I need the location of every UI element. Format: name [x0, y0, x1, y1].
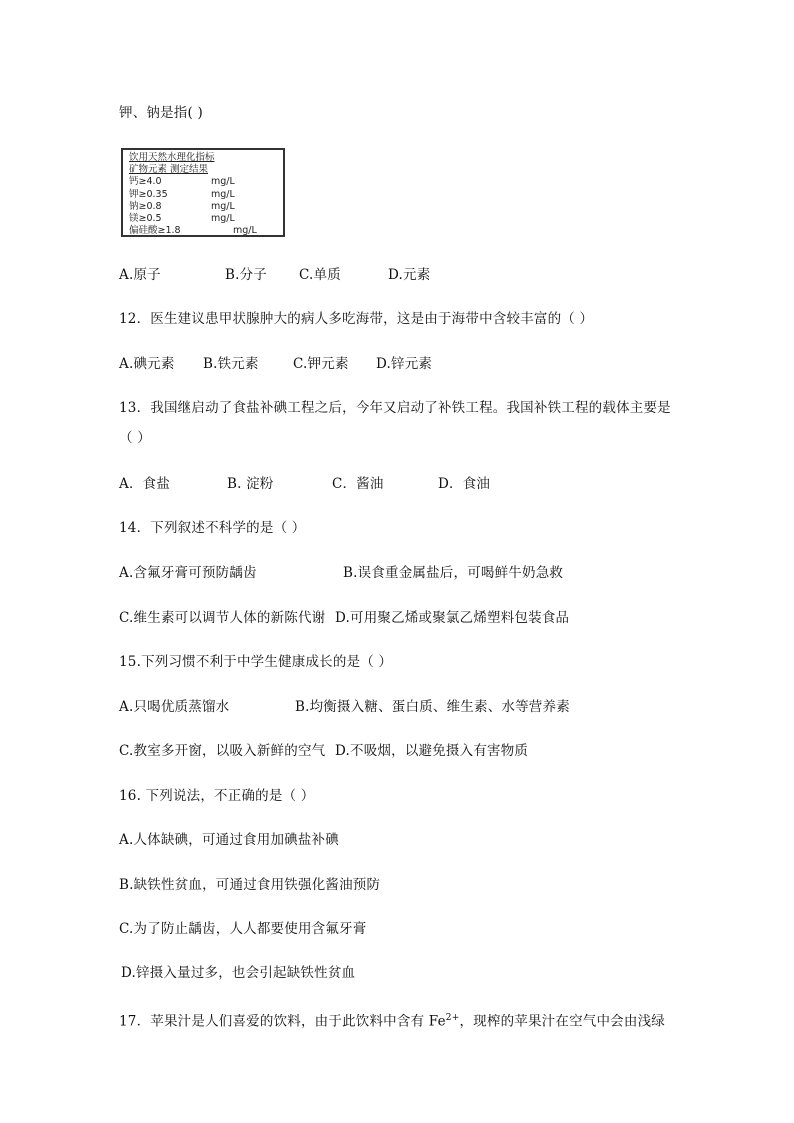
q17-stem-text-cont: ，现榨的苹果汁在空气中会由浅绿	[459, 1013, 665, 1030]
q15-option-b: B.均衡摄入糖、蛋白质、维生素、水等营养素	[295, 699, 570, 715]
q14-option-b: B.误食重金属盐后，可喝鲜牛奶急救	[343, 565, 564, 581]
q16-option-c: C.为了防止龋齿，人人都要使用含氟牙膏	[119, 921, 367, 937]
q12-option-b: B.铁元素	[203, 356, 259, 372]
q11-option-b: B.分子	[225, 267, 268, 283]
mineral-item: 钾≥0.35	[129, 188, 168, 200]
q17-charge-superscript: 2+	[445, 1013, 460, 1023]
q17-stem-text: 17．苹果汁是人们喜爱的饮料，由于此饮料中含有 Fe	[119, 1013, 446, 1030]
q14-option-c: C.维生素可以调节人体的新陈代谢	[119, 610, 326, 626]
q15-stem: 15.下列习惯不利于中学生健康成长的是（ ）	[119, 654, 393, 670]
mineral-unit: mg/L	[211, 212, 235, 224]
q15-option-c: C.教室多开窗，以吸入新鲜的空气	[119, 743, 326, 759]
q16-option-d: D.锌摄入量过多，也会引起缺铁性贫血	[121, 965, 356, 981]
mineral-row	[129, 201, 277, 213]
mineral-unit: mg/L	[211, 188, 235, 200]
q11-option-d: D.元素	[388, 267, 431, 283]
mineral-unit: mg/L	[233, 225, 257, 237]
q13-option-d: D．食油	[438, 476, 491, 492]
mineral-label-image	[121, 148, 285, 237]
q12-stem: 12．医生建议患甲状腺肿大的病人多吃海带，这是由于海带中含较丰富的（ ）	[119, 311, 594, 327]
q13-option-b: B. 淀粉	[227, 476, 274, 492]
mineral-unit: mg/L	[211, 176, 235, 188]
q14-option-d: D.可用聚乙烯或聚氯乙烯塑料包装食品	[335, 610, 570, 626]
q13-stem-line-2: （ ）	[119, 430, 151, 446]
q13-option-a: A．食盐	[119, 476, 171, 492]
q11-option-c: C.单质	[299, 267, 341, 283]
q14-options-row-2	[119, 609, 569, 627]
mineral-row	[129, 189, 277, 201]
q12-option-c: C.钾元素	[293, 356, 349, 372]
mineral-row	[129, 213, 277, 225]
q15-option-a: A.只喝优质蒸馏水	[119, 699, 230, 715]
q15-option-d: D.不吸烟，以避免摄入有害物质	[335, 743, 529, 759]
q15-options-row-1	[119, 698, 570, 716]
q11-options	[119, 266, 430, 284]
q13-stem-line-1: 13．我国继启动了食盐补碘工程之后，今年又启动了补铁工程。我国补铁工程的载体主要是	[119, 400, 671, 416]
q11-option-a: A.原子	[119, 267, 161, 283]
q17-stem	[119, 1009, 665, 1031]
q12-options	[119, 355, 432, 373]
q12-option-d: D.锌元素	[376, 356, 433, 372]
q13-option-c: C．酱油	[332, 476, 384, 492]
q14-option-a: A.含氟牙膏可预防龋齿	[119, 565, 257, 581]
q14-stem: 14．下列叙述不科学的是（ ）	[119, 520, 306, 536]
mineral-item: 钠≥0.8	[129, 200, 162, 212]
q16-option-b: B.缺铁性贫血，可通过食用铁强化酱油预防	[119, 877, 381, 893]
mineral-unit: mg/L	[211, 200, 235, 212]
mineral-item: 偏硅酸≥1.8	[129, 225, 181, 237]
q15-options-row-2	[119, 742, 528, 760]
mineral-table-header: 矿物元素 测定结果	[129, 164, 209, 176]
q11-stem: 钾、钠是指( )	[119, 105, 203, 121]
mineral-row	[129, 176, 277, 188]
q16-option-a: A.人体缺碘，可通过食用加碘盐补碘	[119, 832, 339, 848]
mineral-table-title: 饮用天然水理化指标	[129, 152, 215, 163]
q16-stem: 16. 下列说法，不正确的是（ ）	[119, 788, 315, 804]
q12-option-a: A.碘元素	[119, 356, 175, 372]
q13-options	[119, 475, 490, 493]
mineral-row	[129, 225, 277, 237]
mineral-item: 镁≥0.5	[129, 212, 162, 224]
mineral-item: 钙≥4.0	[129, 176, 162, 188]
q14-options-row-1	[119, 564, 563, 582]
